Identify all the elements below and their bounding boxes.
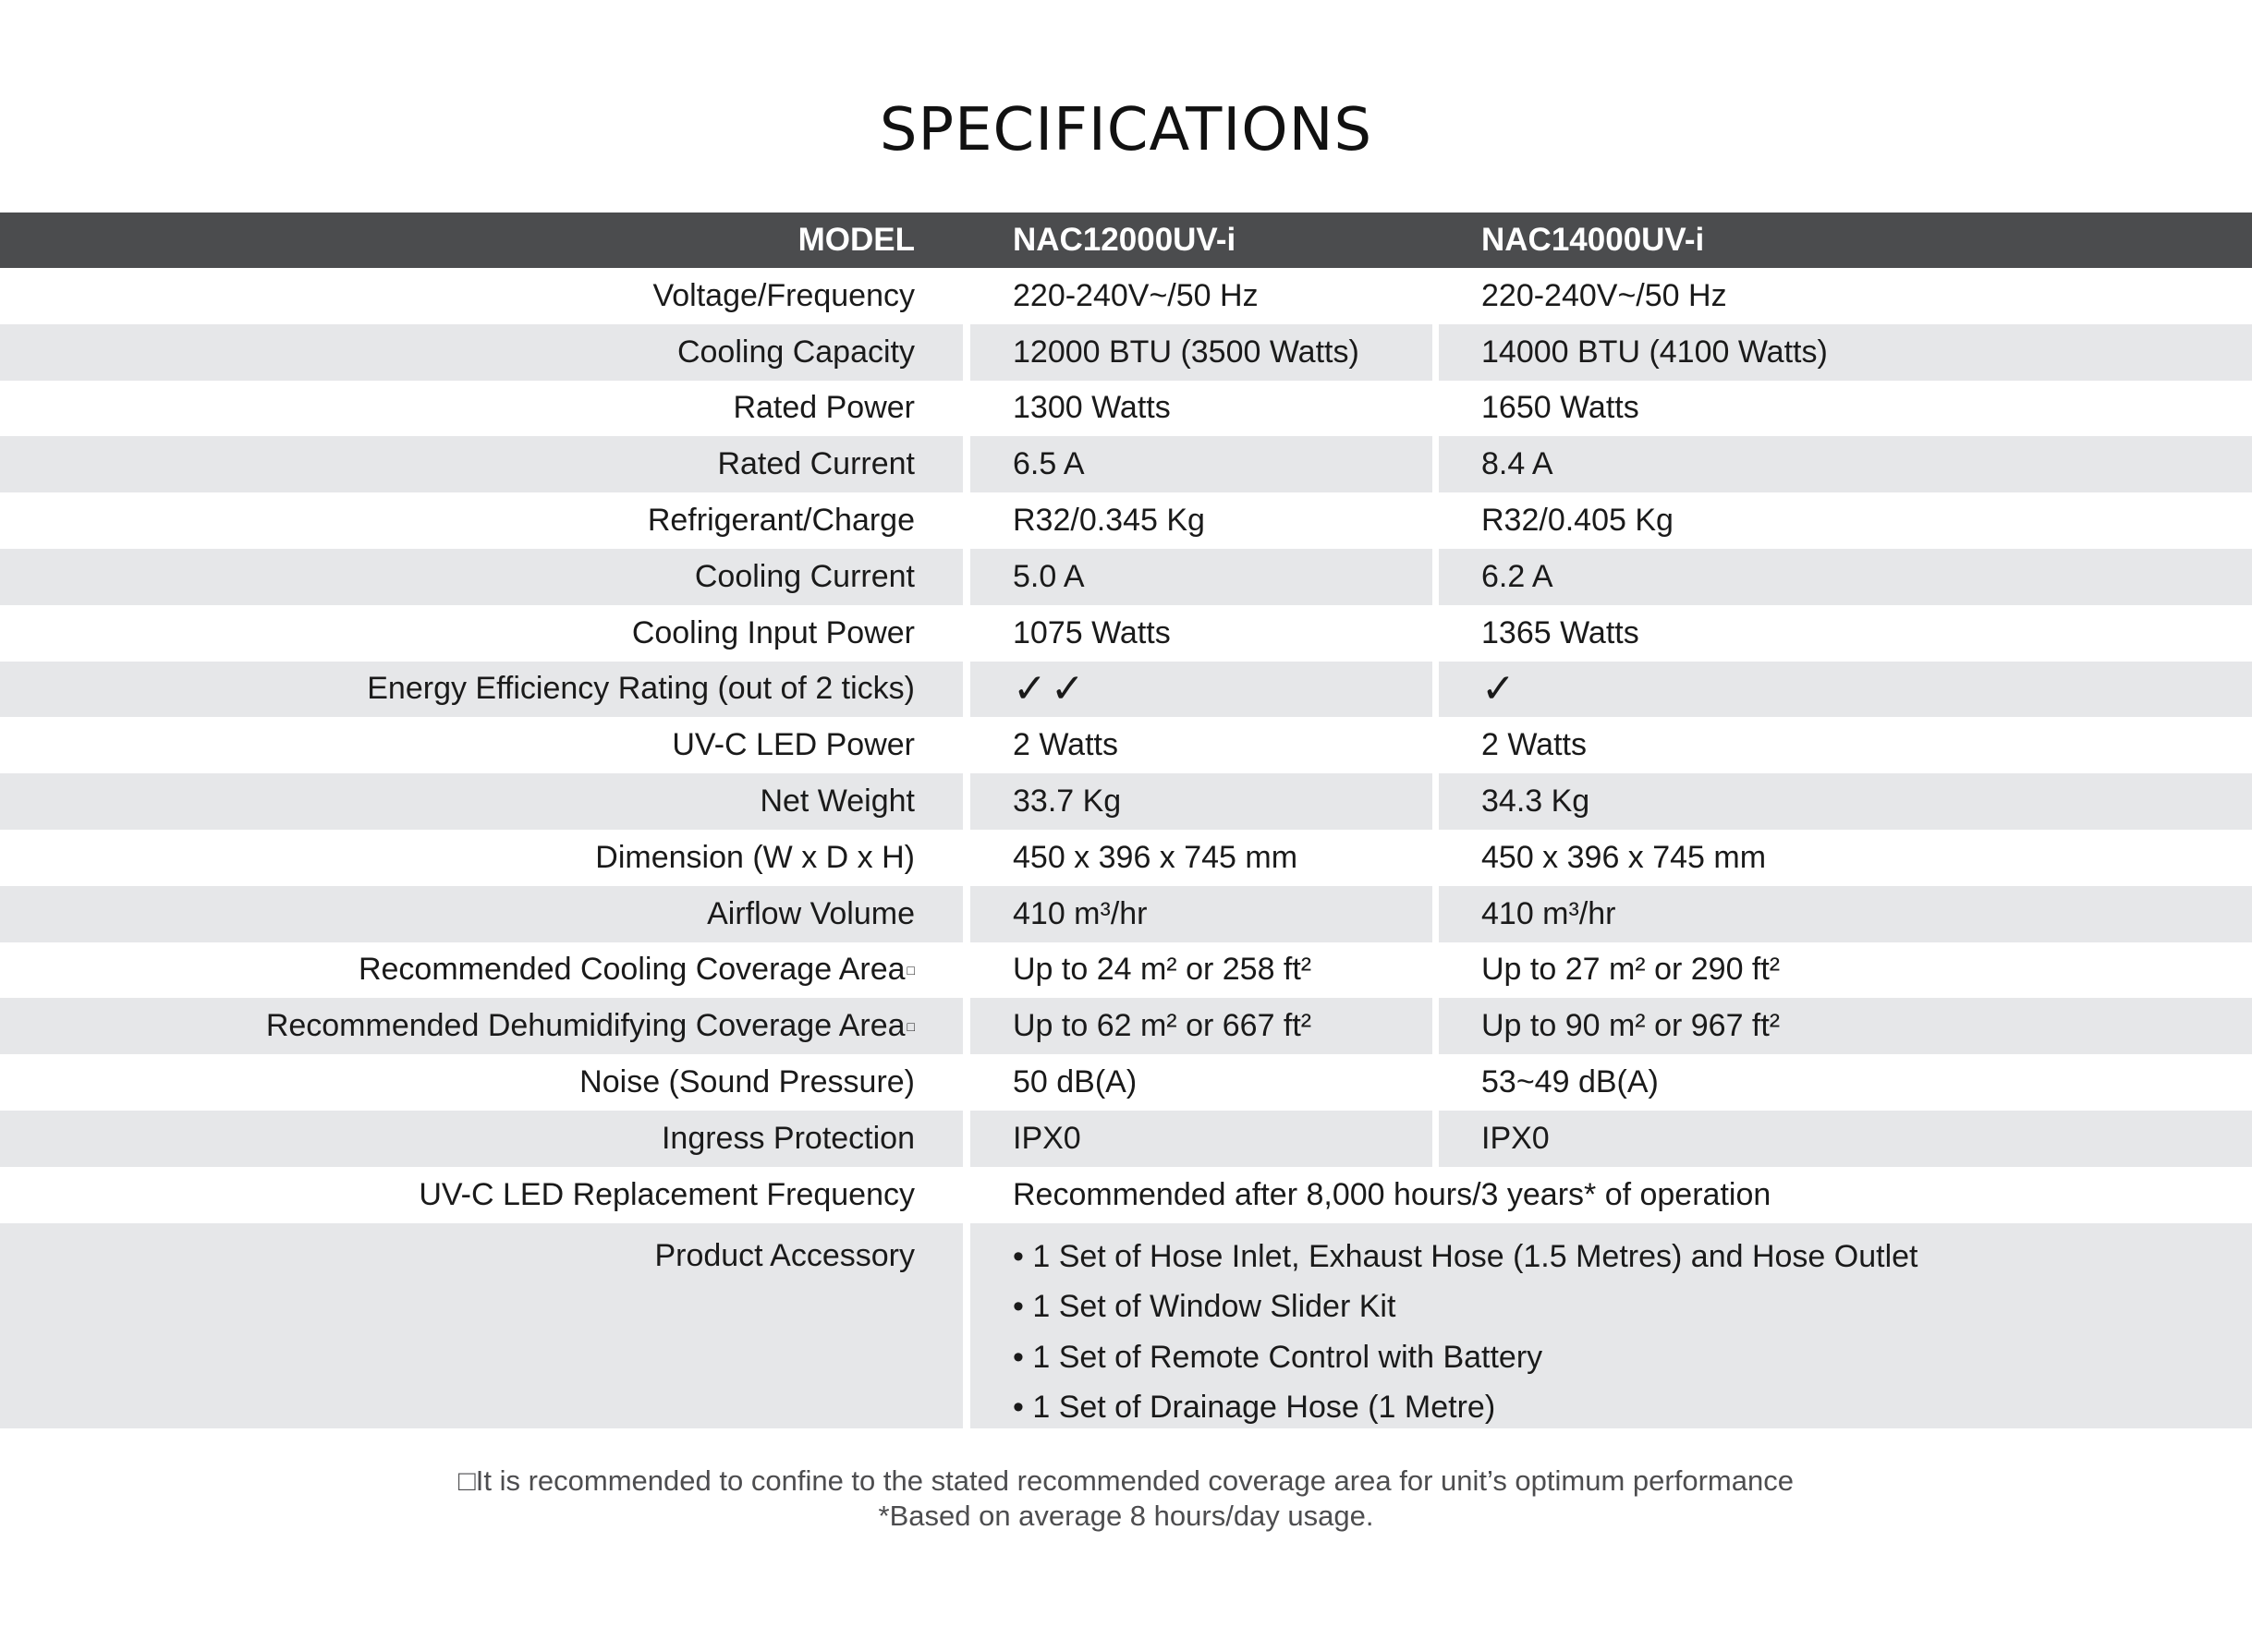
row-value-model-2: 450 x 396 x 745 mm — [1439, 830, 2252, 886]
row-label: Ingress Protection — [0, 1111, 963, 1167]
row-value-model-2: Up to 90 m² or 967 ft² — [1439, 998, 2252, 1054]
header-model-label: MODEL — [797, 222, 915, 258]
table-row — [0, 1111, 2252, 1167]
list-item: • 1 Set of Remote Control with Battery — [1013, 1339, 1543, 1375]
check-icon: ✓ — [1481, 665, 1519, 713]
table-row — [0, 830, 2252, 886]
table-row — [0, 773, 2252, 830]
row-label: Cooling Input Power — [0, 605, 963, 662]
footnote-usage: *Based on average 8 hours/day usage. — [878, 1500, 1374, 1532]
table-row — [0, 1167, 2252, 1223]
page-title: SPECIFICATIONS — [879, 96, 1373, 164]
row-label: Airflow Volume — [0, 886, 963, 942]
accessory-list — [970, 1223, 2252, 1428]
row-label: Cooling Current — [0, 549, 963, 605]
list-item: • 1 Set of Window Slider Kit — [1013, 1289, 1396, 1325]
row-value-model-2: 2 Watts — [1439, 717, 2252, 773]
table-row — [0, 492, 2252, 549]
row-label: Energy Efficiency Rating (out of 2 ticks) — [0, 662, 963, 718]
row-value-model-1: Up to 62 m² or 667 ft² — [970, 998, 1432, 1054]
table-row-accessory — [0, 1223, 2252, 1428]
row-value-model-1: 6.5 A — [970, 436, 1432, 492]
row-label-text: Recommended Cooling Coverage Area — [358, 952, 906, 988]
row-value-model-2: IPX0 — [1439, 1111, 2252, 1167]
table-row — [0, 1054, 2252, 1111]
header-model-1: NAC12000UV-i — [970, 213, 1432, 268]
row-value-model-2 — [1439, 662, 2252, 718]
list-item: • 1 Set of Hose Inlet, Exhaust Hose (1.5 Metres) and Hose Outlet — [1013, 1238, 1918, 1274]
row-label: Refrigerant/Charge — [0, 492, 963, 549]
table-row — [0, 605, 2252, 662]
row-value-model-1 — [970, 662, 1432, 718]
row-value-shared: Recommended after 8,000 hours/3 years* of operation — [970, 1167, 2252, 1223]
row-label: UV-C LED Power — [0, 717, 963, 773]
coverage-footnote-mark: □ — [907, 962, 915, 978]
footnote-coverage: □It is recommended to confine to the stated recommended coverage area for unit’s optimum performance — [458, 1464, 1794, 1497]
row-value-model-2: 53~49 dB(A) — [1439, 1054, 2252, 1111]
footnotes — [0, 1464, 2252, 1534]
row-value-model-2: 8.4 A — [1439, 436, 2252, 492]
row-label — [0, 942, 963, 999]
row-value-model-2: 410 m³/hr — [1439, 886, 2252, 942]
row-label: Dimension (W x D x H) — [0, 830, 963, 886]
table-row — [0, 381, 2252, 437]
table-row — [0, 717, 2252, 773]
row-value-model-2: R32/0.405 Kg — [1439, 492, 2252, 549]
row-value-model-1: 1300 Watts — [970, 381, 1432, 437]
row-value-model-2: 14000 BTU (4100 Watts) — [1439, 324, 2252, 381]
row-value-model-2: 1365 Watts — [1439, 605, 2252, 662]
row-value-model-1: 220-240V~/50 Hz — [970, 268, 1432, 324]
row-value-model-1: 1075 Watts — [970, 605, 1432, 662]
table-row — [0, 549, 2252, 605]
table-row — [0, 886, 2252, 942]
row-label: Voltage/Frequency — [0, 268, 963, 324]
table-row — [0, 942, 2252, 999]
row-value-model-1: 2 Watts — [970, 717, 1432, 773]
row-label-text: Recommended Dehumidifying Coverage Area — [265, 1008, 906, 1044]
row-label: Rated Current — [0, 436, 963, 492]
row-value-model-1: 5.0 A — [970, 549, 1432, 605]
row-label: UV-C LED Replacement Frequency — [0, 1167, 963, 1223]
table-row — [0, 324, 2252, 381]
row-label: Rated Power — [0, 381, 963, 437]
table-header — [0, 213, 2252, 268]
spec-table — [0, 213, 2252, 1428]
row-label: Net Weight — [0, 773, 963, 830]
table-row — [0, 998, 2252, 1054]
row-value-model-2: 34.3 Kg — [1439, 773, 2252, 830]
row-value-model-1: 450 x 396 x 745 mm — [970, 830, 1432, 886]
row-value-model-2: 220-240V~/50 Hz — [1439, 268, 2252, 324]
row-value-model-1: Up to 24 m² or 258 ft² — [970, 942, 1432, 999]
row-value-model-1: 50 dB(A) — [970, 1054, 1432, 1111]
row-label — [0, 998, 963, 1054]
header-model-2: NAC14000UV-i — [1439, 213, 2252, 268]
row-value-model-1: 12000 BTU (3500 Watts) — [970, 324, 1432, 381]
check-icon: ✓✓ — [1013, 665, 1089, 713]
row-value-model-1: R32/0.345 Kg — [970, 492, 1432, 549]
row-label: Cooling Capacity — [0, 324, 963, 381]
row-value-model-2: Up to 27 m² or 290 ft² — [1439, 942, 2252, 999]
table-row — [0, 436, 2252, 492]
row-label: Noise (Sound Pressure) — [0, 1054, 963, 1111]
coverage-footnote-mark: □ — [907, 1018, 915, 1034]
row-value-model-2: 6.2 A — [1439, 549, 2252, 605]
list-item: • 1 Set of Drainage Hose (1 Metre) — [1013, 1390, 1496, 1426]
row-value-model-2: 1650 Watts — [1439, 381, 2252, 437]
table-row — [0, 268, 2252, 324]
row-value-model-1: 33.7 Kg — [970, 773, 1432, 830]
row-value-model-1: IPX0 — [970, 1111, 1432, 1167]
table-row — [0, 662, 2252, 718]
row-label: Product Accessory — [0, 1223, 963, 1428]
row-value-model-1: 410 m³/hr — [970, 886, 1432, 942]
